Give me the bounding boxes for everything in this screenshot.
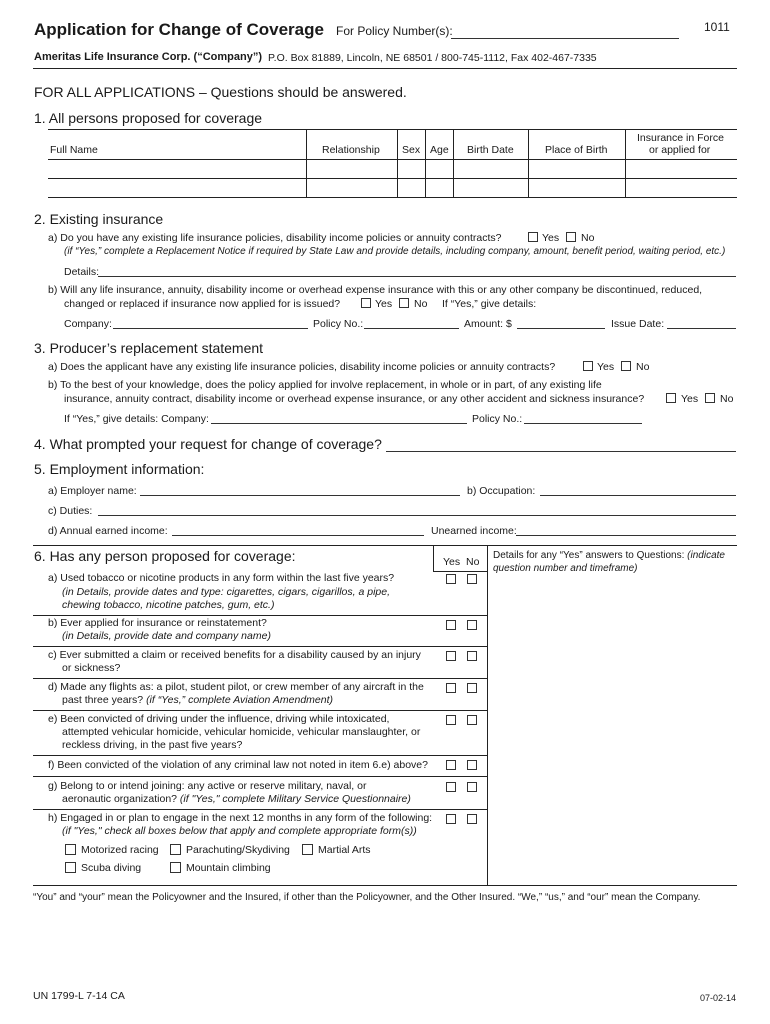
martial-arts-checkbox[interactable]: [302, 844, 313, 855]
sec6-bottom-rule: [33, 885, 737, 886]
definition-text: “You” and “your” mean the Policyowner and the Insured, if other than the Policyowner, and the Other Insured. “We,” “us,” and “our” mean the Company.: [33, 892, 701, 903]
sec6-qg-text: aeronautic organization?: [62, 793, 177, 805]
sec2-details-field[interactable]: [98, 276, 736, 277]
duties-field[interactable]: [98, 515, 736, 516]
table-col-divider: [453, 129, 454, 197]
sec6-qe-line1: e) Been convicted of driving under the influence, driving while intoxicated,: [48, 713, 390, 725]
sec6-top-rule: [33, 545, 737, 546]
sec6-qg-yes-checkbox[interactable]: [446, 782, 456, 792]
sec3-question-b-line1: b) To the best of your knowledge, does the policy applied for involve replacement, in whole or in part, of any existing life: [48, 379, 602, 391]
yes-label: Yes: [375, 298, 393, 310]
sec6-qe-yes-checkbox[interactable]: [446, 715, 456, 725]
sec3-company-field[interactable]: [211, 423, 467, 424]
policy-number-label: For Policy Number(s):: [336, 24, 453, 38]
yes-label: Yes: [681, 393, 699, 405]
sec6-qc-yes-checkbox[interactable]: [446, 651, 456, 661]
details-heading-italic: (indicate: [687, 550, 725, 561]
details-heading-text: Details for any “Yes” answers to Questions:: [493, 550, 685, 561]
sec6-yesno-divider-left: [433, 545, 434, 571]
sec6-row-rule: [33, 755, 487, 756]
table-top-rule: [48, 129, 737, 130]
sec6-qb-line1: b) Ever applied for insurance or reinstatement?: [48, 617, 267, 629]
scuba-diving-checkbox[interactable]: [65, 862, 76, 873]
sec6-qd-line2: [62, 694, 333, 706]
sec6-qd-no-checkbox[interactable]: [467, 683, 477, 693]
sec6-qa-line1: a) Used tobacco or nicotine products in any form within the last five years?: [48, 572, 395, 584]
details-heading: [493, 550, 725, 561]
sec6-row-rule: [33, 646, 487, 647]
sec3-policy-no-label: Policy No.:: [472, 413, 523, 425]
section1-title: 1. All persons proposed for coverage: [34, 110, 263, 126]
policy-number-field[interactable]: [451, 38, 679, 39]
table-col-divider: [397, 129, 398, 197]
sec2-b-no-checkbox[interactable]: [399, 298, 409, 308]
sec3-a-no-checkbox[interactable]: [621, 361, 631, 371]
sec3-a-yes-checkbox[interactable]: [583, 361, 593, 371]
sec6-details-area[interactable]: [490, 578, 734, 881]
details-heading-italic2: question number and timeframe): [493, 563, 638, 574]
mountain-climbing-checkbox[interactable]: [170, 862, 181, 873]
section3-title: 3. Producer’s replacement statement: [34, 340, 264, 356]
sec6-qd-yes-checkbox[interactable]: [446, 683, 456, 693]
section6-title: 6. Has any person proposed for coverage:: [34, 548, 296, 564]
sec2-a-note: (if “Yes,” complete a Replacement Notice if required by State Law and provide details, including company, amount, benefit period, waiting period, etc.): [64, 246, 726, 257]
sec4-answer-field[interactable]: [386, 451, 736, 452]
sec6-qe-line2: attempted vehicular homicide, vehicular homicide, vehicular manslaughter, or: [62, 726, 421, 738]
unearned-income-label: Unearned income:: [431, 525, 517, 537]
no-label: No: [636, 361, 650, 373]
duties-label: c) Duties:: [48, 505, 93, 517]
table-row-rule: [48, 178, 737, 179]
sec6-qf-line1: f) Been convicted of the violation of any criminal law not noted in item 6.e) above?: [48, 759, 428, 771]
sec2-issue-date-field[interactable]: [667, 328, 736, 329]
sec6-qb-yes-checkbox[interactable]: [446, 620, 456, 630]
sec6-qg-italic: (if "Yes," complete Military Service Questionnaire): [179, 793, 411, 805]
sec3-company-label: If “Yes,” give details: Company:: [64, 413, 209, 425]
sec2-question-b-line2: changed or replaced if insurance now applied for is issued?: [64, 298, 341, 310]
motorized-racing-checkbox[interactable]: [65, 844, 76, 855]
sec6-qe-no-checkbox[interactable]: [467, 715, 477, 725]
sec2-a-yes-checkbox[interactable]: [528, 232, 538, 242]
employer-label: a) Employer name:: [48, 485, 137, 497]
sec6-qf-yes-checkbox[interactable]: [446, 760, 456, 770]
col-age: Age: [430, 144, 449, 156]
col-insurance-line1: Insurance in Force: [637, 132, 724, 144]
sec2-company-field[interactable]: [113, 328, 308, 329]
no-label: No: [720, 393, 734, 405]
sec6-qa-line2: (in Details, provide dates and type: cigarettes, cigars, cigarillos, a pipe,: [62, 586, 390, 598]
issue-date-label: Issue Date:: [611, 318, 665, 330]
policy-no-label: Policy No.:: [313, 318, 364, 330]
sec6-qb-no-checkbox[interactable]: [467, 620, 477, 630]
table-col-divider: [625, 129, 626, 197]
section5-title: 5. Employment information:: [34, 461, 205, 477]
company-name: Ameritas Life Insurance Corp. (“Company”): [34, 51, 262, 63]
sec2-question-b-line1: b) Will any life insurance, annuity, disability income or overhead expense insurance with this or any other company be discontinued, reduced,: [48, 284, 703, 296]
parachuting-label: Parachuting/Skydiving: [186, 844, 290, 856]
sec6-qf-no-checkbox[interactable]: [467, 760, 477, 770]
sec6-yesno-header-rule: [433, 571, 487, 572]
sec6-qc-line2: or sickness?: [62, 662, 121, 674]
form-code: 1011: [704, 20, 730, 34]
details-label: Details:: [64, 266, 100, 278]
company-address: P.O. Box 81889, Lincoln, NE 68501 / 800-745-1112, Fax 402-467-7335: [268, 52, 597, 64]
sec2-b-yes-checkbox[interactable]: [361, 298, 371, 308]
footer-form-number: UN 1799-L 7-14 CA: [33, 990, 125, 1002]
sec6-details-divider: [487, 545, 488, 885]
amount-label: Amount: $: [464, 318, 512, 330]
sec3-b-no-checkbox[interactable]: [705, 393, 715, 403]
col-full-name: Full Name: [50, 144, 98, 156]
unearned-income-field[interactable]: [516, 535, 736, 536]
occupation-field[interactable]: [540, 495, 736, 496]
col-relationship: Relationship: [322, 144, 380, 156]
table-bottom-rule: [48, 197, 737, 198]
sec6-qa-no-checkbox[interactable]: [467, 574, 477, 584]
give-details-label: If “Yes,” give details:: [442, 298, 537, 310]
sec6-row-rule: [33, 809, 487, 810]
sec2-a-no-checkbox[interactable]: [566, 232, 576, 242]
section4-title: 4. What prompted your request for change of coverage?: [34, 436, 382, 452]
sec6-row-rule: [33, 678, 487, 679]
sec6-qg-line1: g) Belong to or intend joining: any active or reserve military, naval, or: [48, 780, 367, 792]
table-col-divider: [528, 129, 529, 197]
sec6-qd-line1: d) Made any flights as: a pilot, student pilot, or crew member of any aircraft in the: [48, 681, 424, 693]
employer-field[interactable]: [140, 495, 460, 496]
col-place-of-birth: Place of Birth: [545, 144, 608, 156]
all-applications-heading: FOR ALL APPLICATIONS – Questions should be answered.: [34, 84, 407, 100]
table-col-divider: [425, 129, 426, 197]
sec6-qb-line2: (in Details, provide date and company name): [62, 630, 271, 642]
sec3-question-b-line2: insurance, annuity contract, disability income or overhead expense insurance, or any other accident and sickness insurance?: [64, 393, 645, 405]
sec6-no-head: No: [466, 556, 480, 568]
sec6-qh-no-checkbox[interactable]: [467, 814, 477, 824]
sec6-row-rule: [33, 615, 487, 616]
company-label: Company:: [64, 318, 112, 330]
occupation-label: b) Occupation:: [467, 485, 536, 497]
scuba-diving-label: Scuba diving: [81, 862, 142, 874]
sec6-qg-no-checkbox[interactable]: [467, 782, 477, 792]
sec2-policy-no-field[interactable]: [364, 328, 459, 329]
sec2-question-a: a) Do you have any existing life insurance policies, disability income policies or annuity contracts?: [48, 232, 502, 244]
yes-label: Yes: [542, 232, 560, 244]
sec3-question-a: a) Does the applicant have any existing life insurance policies, disability income policies or annuity contracts?: [48, 361, 556, 373]
annual-income-field[interactable]: [172, 535, 424, 536]
sec6-qd-italic: (if “Yes,” complete Aviation Amendment): [146, 694, 334, 706]
motorized-racing-label: Motorized racing: [81, 844, 159, 856]
yes-label: Yes: [597, 361, 615, 373]
sec6-row-rule: [33, 710, 487, 711]
header-divider: [33, 68, 737, 69]
annual-income-label: d) Annual earned income:: [48, 525, 168, 537]
sec6-qg-line2: [62, 793, 411, 805]
table-header-rule: [48, 159, 737, 160]
sec6-qh-line2: (if "Yes," check all boxes below that apply and complete appropriate form(s)): [62, 825, 417, 837]
col-sex: Sex: [402, 144, 421, 156]
sec6-qa-line3: chewing tobacco, nicotine patches, gum, etc.): [62, 599, 275, 611]
sec6-qh-line1: h) Engaged in or plan to engage in the next 12 months in any form of the following:: [48, 812, 433, 824]
col-birth-date: Birth Date: [467, 144, 514, 156]
sec6-qa-yes-checkbox[interactable]: [446, 574, 456, 584]
mountain-climbing-label: Mountain climbing: [186, 862, 271, 874]
sec6-qc-line1: c) Ever submitted a claim or received benefits for a disability caused by an injury: [48, 649, 421, 661]
martial-arts-label: Martial Arts: [318, 844, 371, 856]
form-title: Application for Change of Coverage: [34, 20, 324, 39]
no-label: No: [581, 232, 595, 244]
section2-title: 2. Existing insurance: [34, 211, 164, 227]
sec6-qh-yes-checkbox[interactable]: [446, 814, 456, 824]
sec2-amount-field[interactable]: [517, 328, 605, 329]
sec6-qe-line3: reckless driving, in the past five years?: [62, 739, 243, 751]
sec6-row-rule: [33, 776, 487, 777]
table-col-divider: [306, 129, 307, 197]
sec6-qd-text: past three years?: [62, 694, 144, 706]
sec3-b-yes-checkbox[interactable]: [666, 393, 676, 403]
no-label: No: [414, 298, 428, 310]
sec6-yes-head: Yes: [443, 556, 461, 568]
sec6-qc-no-checkbox[interactable]: [467, 651, 477, 661]
col-insurance-line2: or applied for: [649, 144, 711, 156]
footer-date: 07-02-14: [700, 993, 737, 1003]
sec3-policy-no-field[interactable]: [524, 423, 642, 424]
parachuting-checkbox[interactable]: [170, 844, 181, 855]
